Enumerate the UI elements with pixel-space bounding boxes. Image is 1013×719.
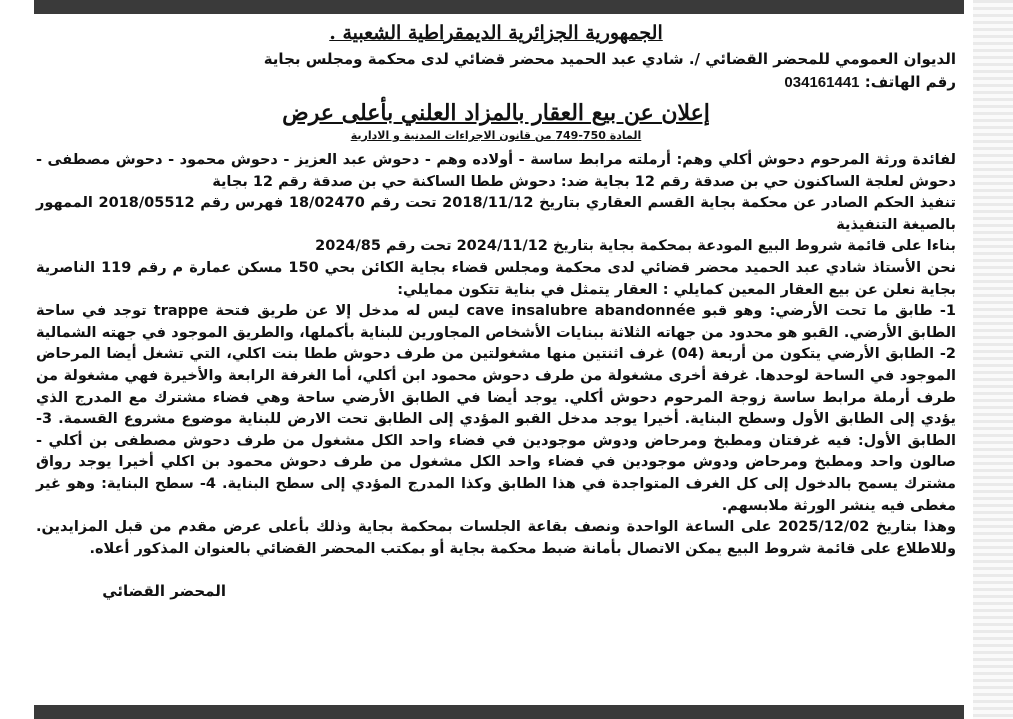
phone-line [36, 71, 956, 94]
announcement-document [36, 16, 956, 706]
announcement-title: إعلان عن بيع العقار بالمزاد العلني بأعلى عرض [282, 100, 710, 126]
beneficiaries-paragraph: لفائدة ورثة المرحوم دحوش أكلي وهم: أرملته مرابط ساسة - أولاده وهم - دحوش عبد العزيز - دحوش محمود - دحوش مصطفى - دحوش لعلجة الساكنون حي بن صدقة رقم 12 بجاية ضد: دحوش ططا الساكنة حي بن صدقة رقم 12 بجاية [36, 152, 956, 190]
bailiff-paragraph: نحن الأستاذ شادي عبد الحميد محضر قضائي لدى محكمة ومجلس قضاء بجاية الكائن بحي 150 مسكن عمارة م رقم 119 الناصرية بجاية نعلن عن بيع العقار المعين كمايلي : العقار يتمثل في بناية تتكون ممايلي: [36, 259, 956, 298]
signature: المحضر القضائي [102, 582, 226, 601]
scan-edge [973, 0, 1013, 719]
bottom-border [34, 705, 964, 719]
property-description-paragraph: 1- طابق ما تحت الأرضي: وهو قبو cave insalubre abandonnée ليس له مدخل إلا عن طريق فتحة trappe توجد في ساحة الطابق الأرضي. القبو هو محدود من جهاته الثلاثة ببنايات الأشخاص المجاورين للبناية بأكملها، والطريق الموجود في جهته الشمالية 2- الطابق الأرضي يتكون من أربعة (04) غرف اثنتين منها مشغولتين من طرف دحوش ططا بنت اكلي، التي تشغل أيضا المرحاض الموجود في الساحة لوحدها. غرفة أخرى مشغولة من طرف دحوش محمود ابن أكلي، أما الغرفة الرابعة والأخيرة فهي مشغولة من طرف أرملة مرابط ساسة زوجة المرحوم دحوش أكلي. يوجد أيضا في الطابق الأرضي ساحة وهي فضاء مشترك مع المدرج الذي يؤدي إلى الطابق الأول وسطح البناية. أخيرا يوجد مدخل القبو المؤدي إلى الطابق تحت الارض للبناية موضوع مشروع القسمة. 3- الطابق الأول: فيه غرفتان ومطبخ ومرحاض ودوش موجودين في فضاء واحد الكل مشغول من طرف دحوش مصطفى بن أكلي - صالون واحد ومطبخ ومرحاض ودوش موجودين في فضاء واحد الكل مشغول من طرف دحوش محمود بن اكلي أخيرا يوجد رواق مشترك يسمح بالدخول إلى كل الغرف المتواجدة في هذا الطابق وكذا المدرج المؤدي إلى سطح البناية. 4- سطح البناية: وهو غير مغطى فيه ينشر الورثة ملابسهم. [36, 303, 957, 514]
conditions-paragraph: بناءا على قائمة شروط البيع المودعة بمحكمة بجاية بتاريخ 2024/11/12 تحت رقم 2024/85 [315, 238, 956, 255]
legal-reference: المادة 750-749 من قانون الاجراءات المدنية و الادارية [350, 129, 642, 142]
phone-number: 034161441 [784, 74, 860, 91]
republic-heading: الجمهورية الجزائرية الديمقراطية الشعبية . [329, 22, 663, 44]
phone-label: رقم الهاتف: [864, 73, 956, 91]
sale-date-paragraph: وهذا بتاريخ 2025/12/02 على الساعة الواحدة ونصف بقاعة الجلسات بمحكمة بجاية وذلك بأعلى عرض مقدم من قبل المزايدين. وللاطلاع على قائمة شروط البيع يمكن الاتصال بأمانة ضبط محكمة بجاية أو بمكتب المحضر القضائي بالعنوان المذكور أعلاه. [36, 519, 956, 557]
office-line: الديوان العمومي للمحضر القضائي /. شادي عبد الحميد محضر قضائي لدى محكمة ومجلس بجاية [263, 50, 956, 68]
top-border [34, 0, 964, 14]
announcement-body [36, 150, 956, 560]
judgment-paragraph: تنفيذ الحكم الصادر عن محكمة بجاية القسم العقاري بتاريخ 2018/11/12 تحت رقم 18/02470 فهرس رقم 2018/05512 الممهور بالصيغة التنفيذية [36, 195, 956, 233]
